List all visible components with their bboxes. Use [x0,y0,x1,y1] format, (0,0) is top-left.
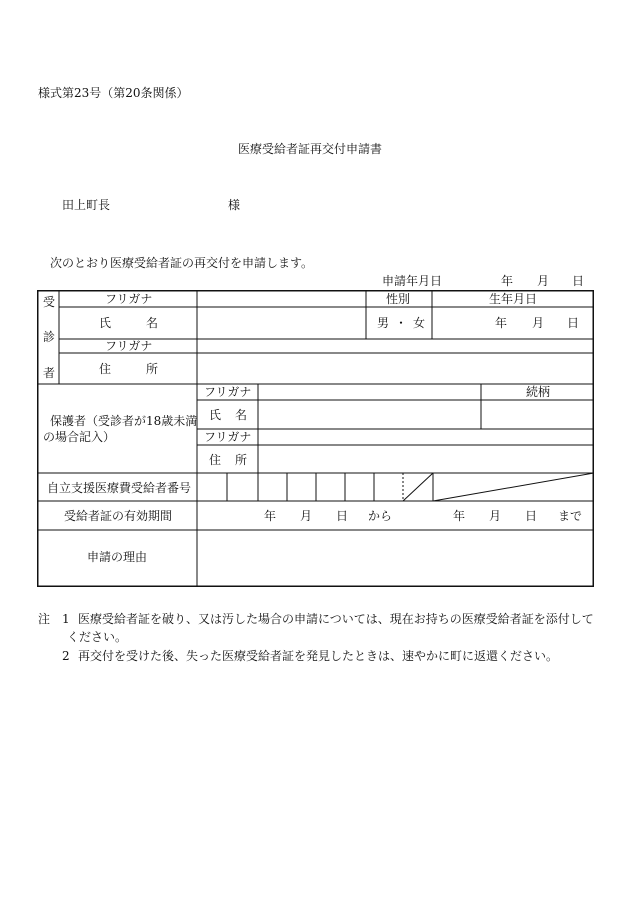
validity-from-month: 月 [300,509,313,523]
guardian-label-line2: の場合記入） [43,430,116,444]
note-1-text-continued: ください。 [67,630,128,644]
note-1-number: 1 [62,612,70,626]
sex-label: 性別 [386,292,411,306]
birth-month: 月 [532,316,545,330]
birth-day: 日 [567,316,580,330]
guardian-label-line1: 保護者（受診者が18歳未満 [50,414,198,428]
sex-female: 女 [413,316,426,330]
note-2-number: 2 [62,649,70,663]
patient-name-label-1: 氏 [99,316,112,330]
validity-to-day: 日 [525,509,538,523]
validity-from-suffix: から [368,509,393,523]
form-number: 様式第23号（第20条関係） [38,86,189,100]
application-form [37,290,594,587]
patient-side-label-2: 診 [43,330,56,344]
patient-side-label-3: 者 [43,366,56,380]
validity-to-month: 月 [489,509,502,523]
addressee: 田上町長 [62,198,111,212]
intro-text: 次のとおり医療受給者証の再交付を申請します。 [50,256,314,270]
guardian-address-furigana-label: フリガナ [204,430,252,444]
form-grid-lines [37,290,594,587]
patient-name-label-2: 名 [146,316,159,330]
sex-male: 男 [377,316,390,330]
note-1-text: 医療受給者証を破り、又は汚した場合の申請については、現在お持ちの医療受給者証を添付して [78,612,594,626]
guardian-address-label-2: 所 [235,453,248,467]
validity-from-day: 日 [336,509,349,523]
sex-separator: ・ [395,316,408,330]
support-number-label: 自立支援医療費受給者番号 [47,481,192,495]
date-year: 年 [501,274,514,288]
notes-prefix: 注 [38,612,51,626]
guardian-name-label-1: 氏 [209,408,222,422]
date-month: 月 [537,274,550,288]
guardian-furigana-label: フリガナ [204,385,252,399]
patient-address-furigana-label: フリガナ [105,339,153,353]
guardian-address-label-1: 住 [209,453,222,467]
validity-from-year: 年 [264,509,277,523]
birth-year: 年 [495,316,508,330]
patient-address-label-2: 所 [146,362,159,376]
document-title: 医療受給者証再交付申請書 [238,142,383,156]
validity-label: 受給者証の有効期間 [64,509,173,523]
validity-to-year: 年 [453,509,466,523]
relation-label: 続柄 [526,385,551,399]
date-day: 日 [572,274,585,288]
guardian-name-label-2: 名 [235,408,248,422]
note-2-text: 再交付を受けた後、失った医療受給者証を発見したときは、速やかに町に返還ください。 [78,649,559,663]
patient-side-label-1: 受 [43,295,56,309]
patient-address-label-1: 住 [99,362,112,376]
date-label: 申請年月日 [382,274,443,288]
birth-date-label: 生年月日 [489,292,538,306]
patient-furigana-label: フリガナ [105,292,153,306]
honorific: 様 [228,198,241,212]
reason-label: 申請の理由 [87,550,148,564]
validity-to-suffix: まで [558,509,583,523]
